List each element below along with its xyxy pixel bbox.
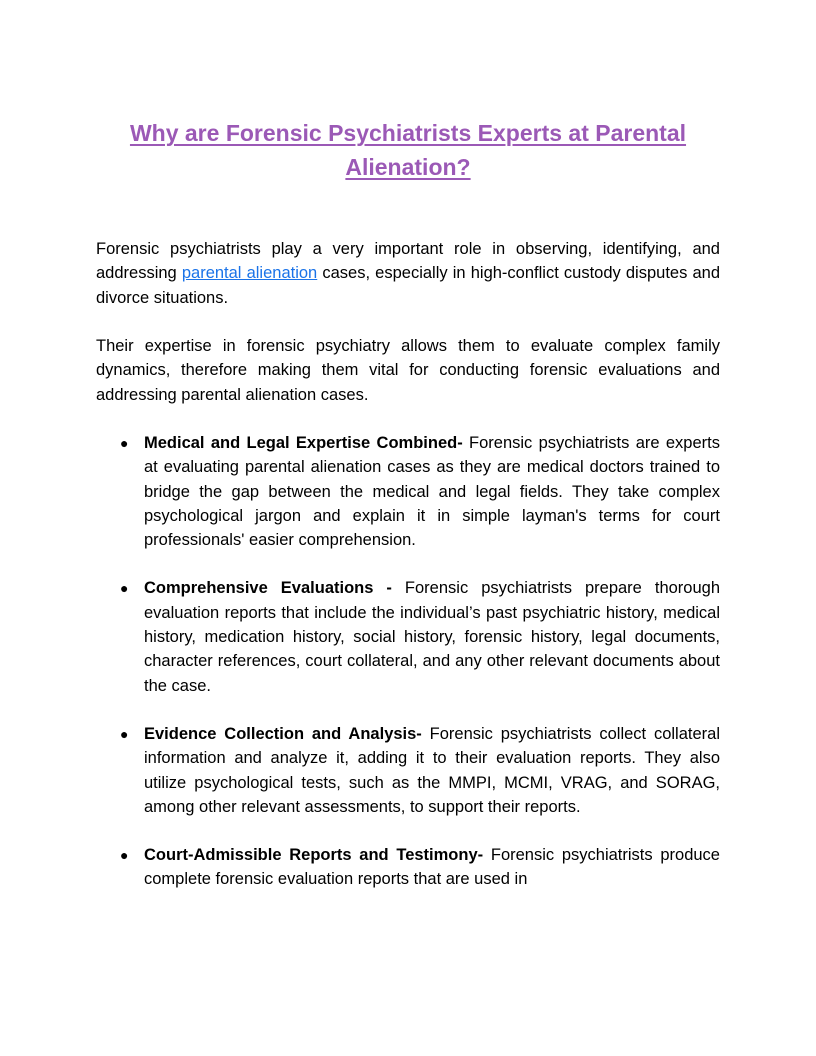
bullet-icon: ● [120,725,129,742]
list-item [96,431,720,552]
list-item-heading: Evidence Collection and Analysis- [144,724,422,743]
list-item [96,722,720,819]
document-title: Why are Forensic Psychiatrists Experts at Parental Alienation? [129,120,687,180]
list-item [96,843,720,892]
expertise-paragraph: Their expertise in forensic psychiatry allows them to evaluate complex family dynamics, therefore making them vital for conducting forensic evaluations and addressing parental alienation cases. [96,337,720,404]
bullet-icon: ● [120,580,129,597]
list-item-text: Forensic psychiatrists prepare thorough evaluation reports that include the individual’s past psychiatric history, medical history, medication history, social history, forensic history, legal documents, character references, court collateral, and any other relevant documents about the case. [144,579,720,695]
expertise-list [96,431,720,916]
intro-text-after-link: cases, especially in high-conflict custody disputes and divorce situations. [96,264,720,307]
parental-alienation-link[interactable]: parental alienation [181,264,318,283]
list-item-text: Forensic psychiatrists collect collateral information and analyze it, adding it to their evaluation reports. They also utilize psychological tests, such as the MMPI, MCMI, VRAG, and SORAG, among other relevant assessments, to support their reports. [144,724,721,816]
intro-paragraph [96,237,720,310]
list-item-heading: Medical and Legal Expertise Combined- [144,434,463,452]
list-item [96,576,720,697]
list-item-text: Forensic psychiatrists produce complete forensic evaluation reports that are used in [144,846,720,889]
intro-text-before-link: Forensic psychiatrists play a very important role in observing, identifying, and addressing [96,240,720,283]
bullet-icon: ● [120,435,129,451]
list-item-heading: Comprehensive Evaluations - [144,579,392,598]
bullet-icon: ● [120,847,129,864]
list-item-heading: Court-Admissible Reports and Testimony- [144,846,484,865]
list-item-text: Forensic psychiatrists are experts at evaluating parental alienation cases as they are medical doctors trained to bridge the gap between the medical and legal fields. They take complex psychological jargon and explain it in simple layman's terms for court professionals' easier comprehension. [144,434,720,550]
